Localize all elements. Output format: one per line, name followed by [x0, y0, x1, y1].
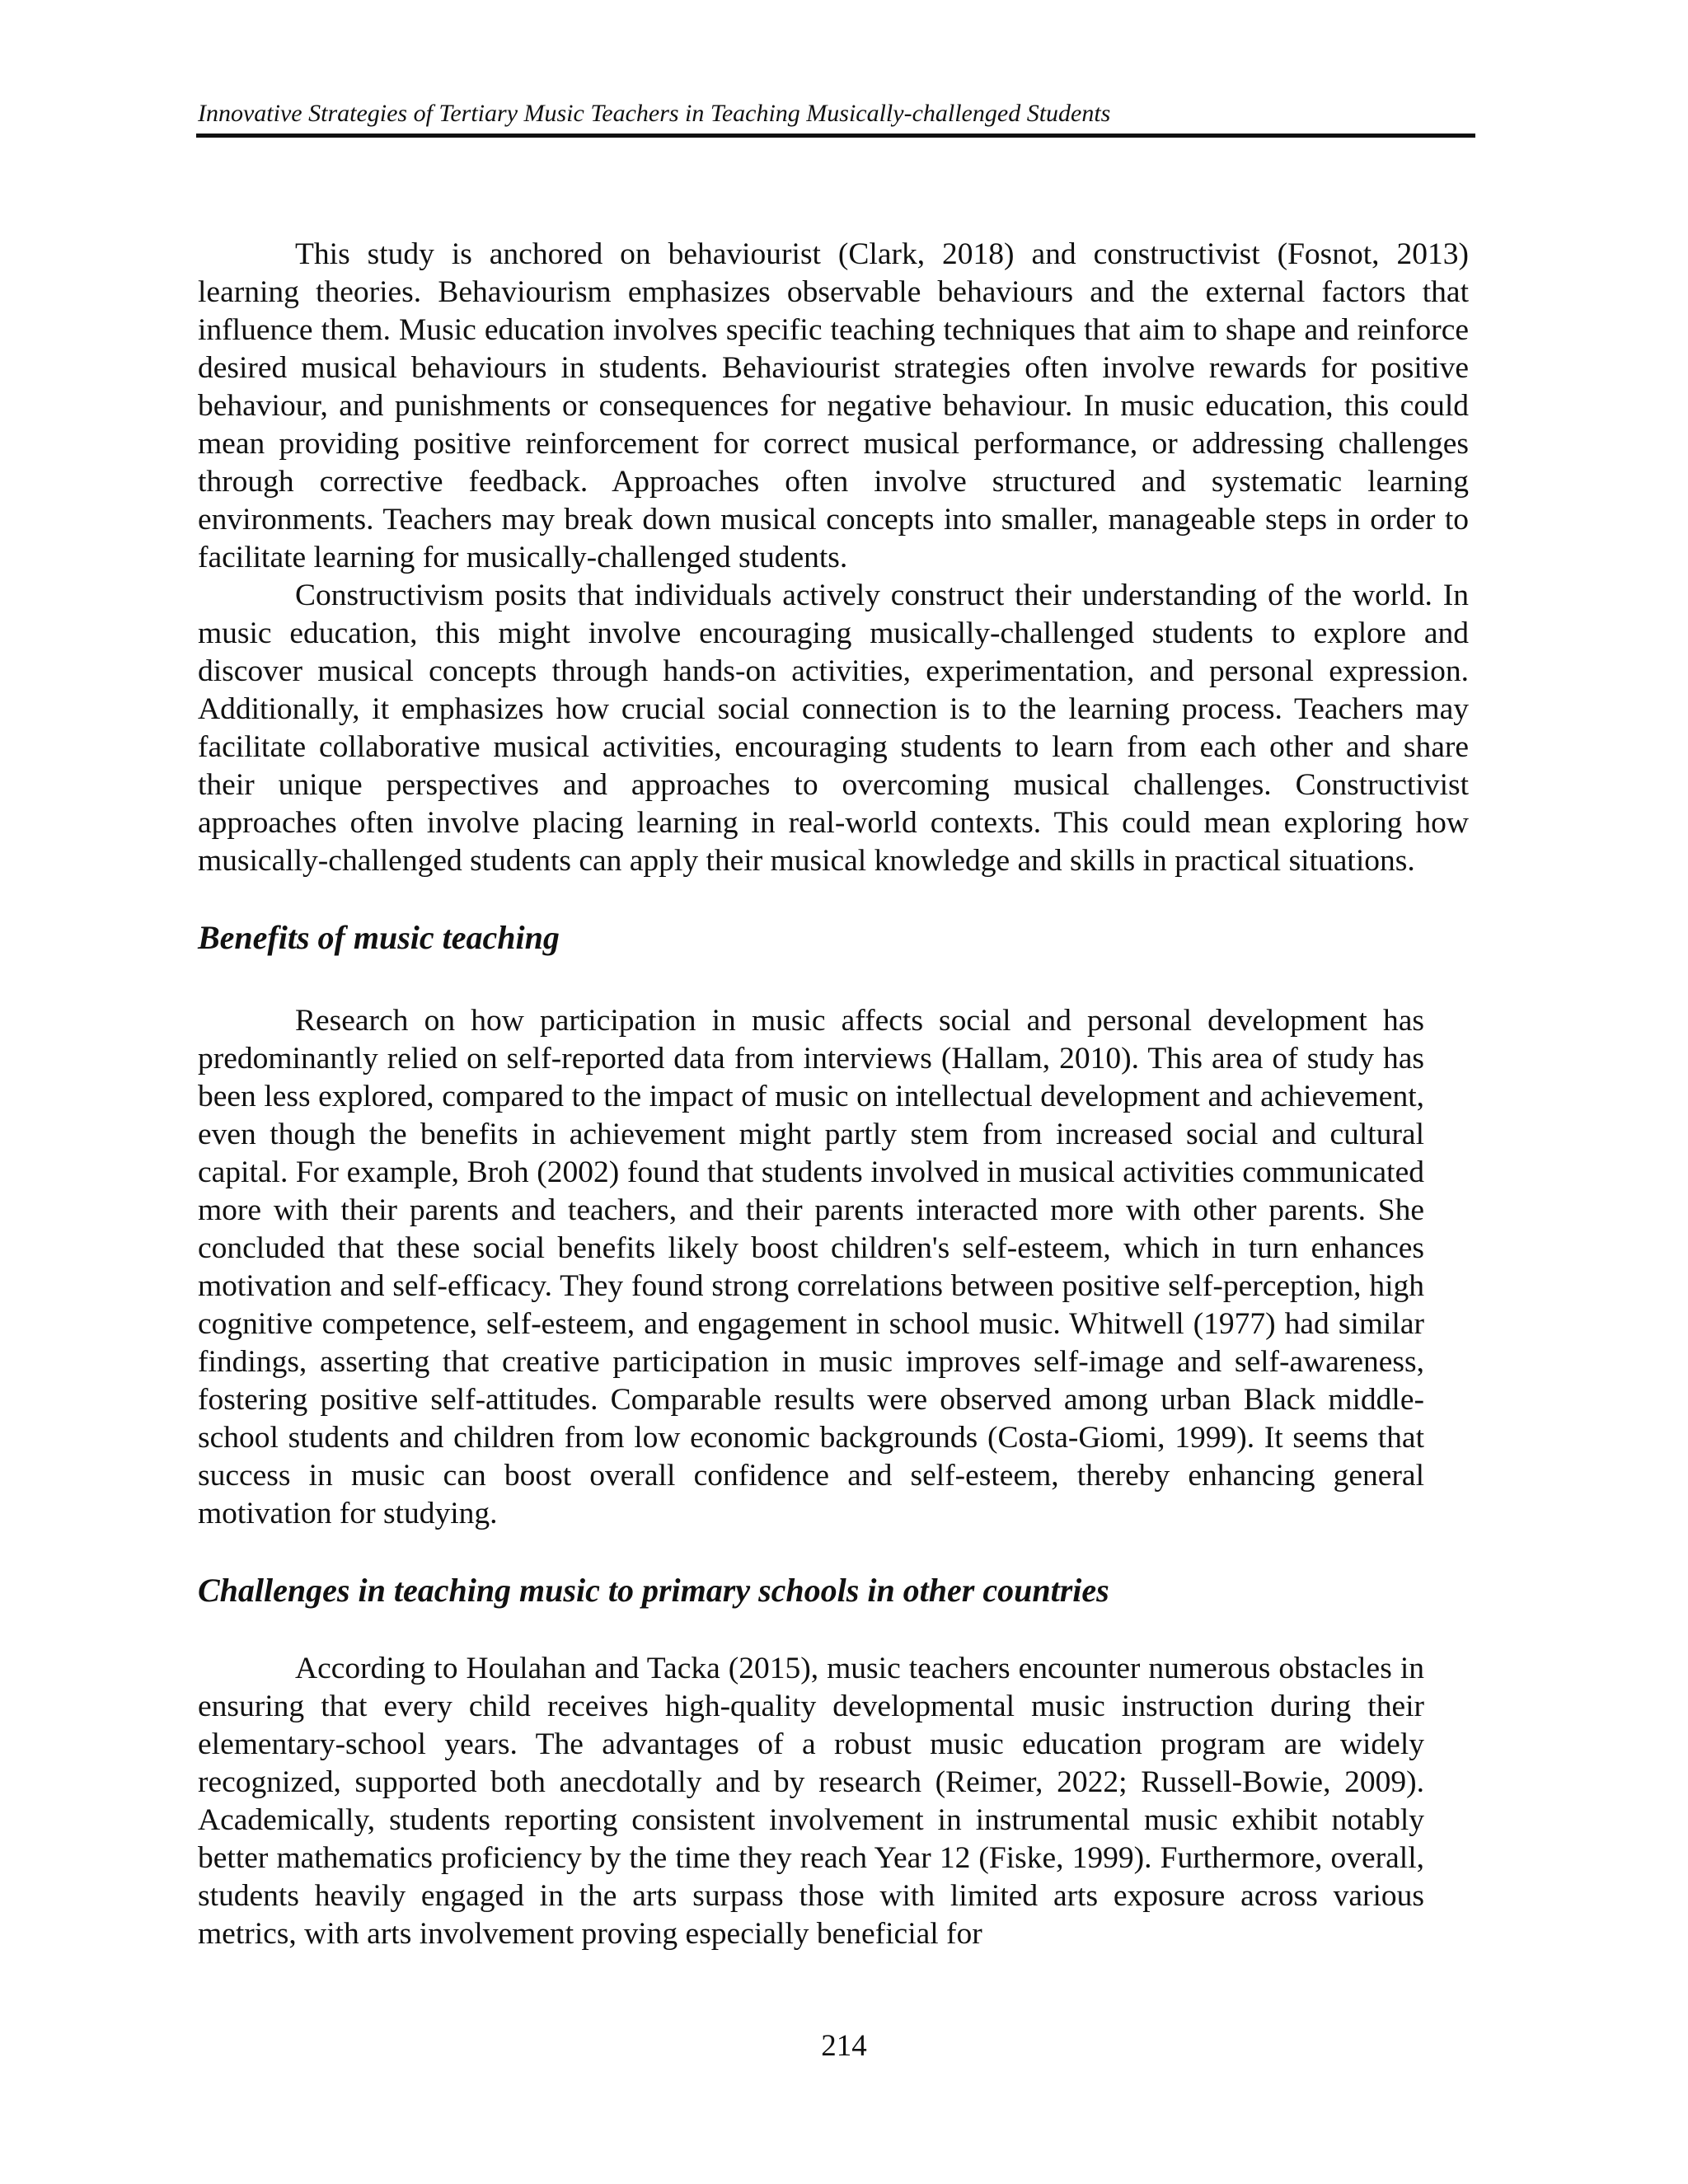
- challenges-section: [198, 1650, 1424, 1953]
- paragraph-benefits: Research on how participation in music affects social and personal development has predominantly relied on self-reported data from interviews (Hallam, 2010). This area of study has been less explored, compared to the impact of music on intellectual development and achievement, even though the benefits in achievement might partly stem from increased social and cultural capital. For example, Broh (2002) found that students involved in musical activities communicated more with their parents and teachers, and their parents interacted more with other parents. She concluded that these social benefits likely boost children's self-esteem, which in turn enhances motivation and self-efficacy. They found strong correlations between positive self-perception, high cognitive competence, self-esteem, and engagement in school music. Whitwell (1977) had similar findings, asserting that creative participation in music improves self-image and self-awareness, fostering positive self-attitudes. Comparable results were observed among urban Black middle-school students and children from low economic backgrounds (Costa-Giomi, 1999). It seems that success in music can boost overall confidence and self-esteem, thereby enhancing general motivation for studying.: [198, 1004, 1424, 1530]
- paragraph-behaviourism: This study is anchored on behaviourist (Clark, 2018) and constructivist (Fosnot, 2013) learning theories. Behaviourism emphasizes observable behaviours and the external factors that influence them. Music education involves specific teaching techniques that aim to shape and reinforce desired musical behaviours in students. Behaviourist strategies often involve rewards for positive behaviour, and punishments or consequences for negative behaviour. In music education, this could mean providing positive reinforcement for correct musical performance, or addressing challenges through corrective feedback. Approaches often involve structured and systematic learning environments. Teachers may break down musical concepts into smaller, manageable steps in order to facilitate learning for musically-challenged students.: [198, 237, 1469, 574]
- paragraph-challenges: According to Houlahan and Tacka (2015), music teachers encounter numerous obstacles in ensuring that every child receives high-quality developmental music instruction during their elementary-school years. The advantages of a robust music education program are widely recognized, supported both anecdotally and by research (Reimer, 2022; Russell-Bowie, 2009). Academically, students reporting consistent involvement in instrumental music exhibit notably better mathematics proficiency by the time they reach Year 12 (Fiske, 1999). Furthermore, overall, students heavily engaged in the arts surpass those with limited arts exposure across various metrics, with arts involvement proving especially beneficial for: [198, 1652, 1424, 1951]
- heading-benefits: Benefits of music teaching: [198, 919, 560, 956]
- running-header: Innovative Strategies of Tertiary Music Teachers in Teaching Musically-challenged Students: [198, 100, 1111, 127]
- page-number: 214: [821, 2029, 867, 2063]
- heading-challenges: Challenges in teaching music to primary schools in other countries: [198, 1572, 1109, 1609]
- benefits-section: [198, 1002, 1424, 1533]
- paragraph-constructivism: Constructivism posits that individuals actively construct their understanding of the world. In music education, this might involve encouraging musically-challenged students to explore and discover musical concepts through hands-on activities, experimentation, and personal expression. Additionally, it emphasizes how crucial social connection is to the learning process. Teachers may facilitate collaborative musical activities, encouraging students to learn from each other and share their unique perspectives and approaches to overcoming musical challenges. Constructivist approaches often involve placing learning in real-world contexts. This could mean exploring how musically-challenged students can apply their musical knowledge and skills in practical situations.: [198, 579, 1469, 878]
- theory-section: [198, 236, 1469, 880]
- header-rule: [196, 134, 1475, 138]
